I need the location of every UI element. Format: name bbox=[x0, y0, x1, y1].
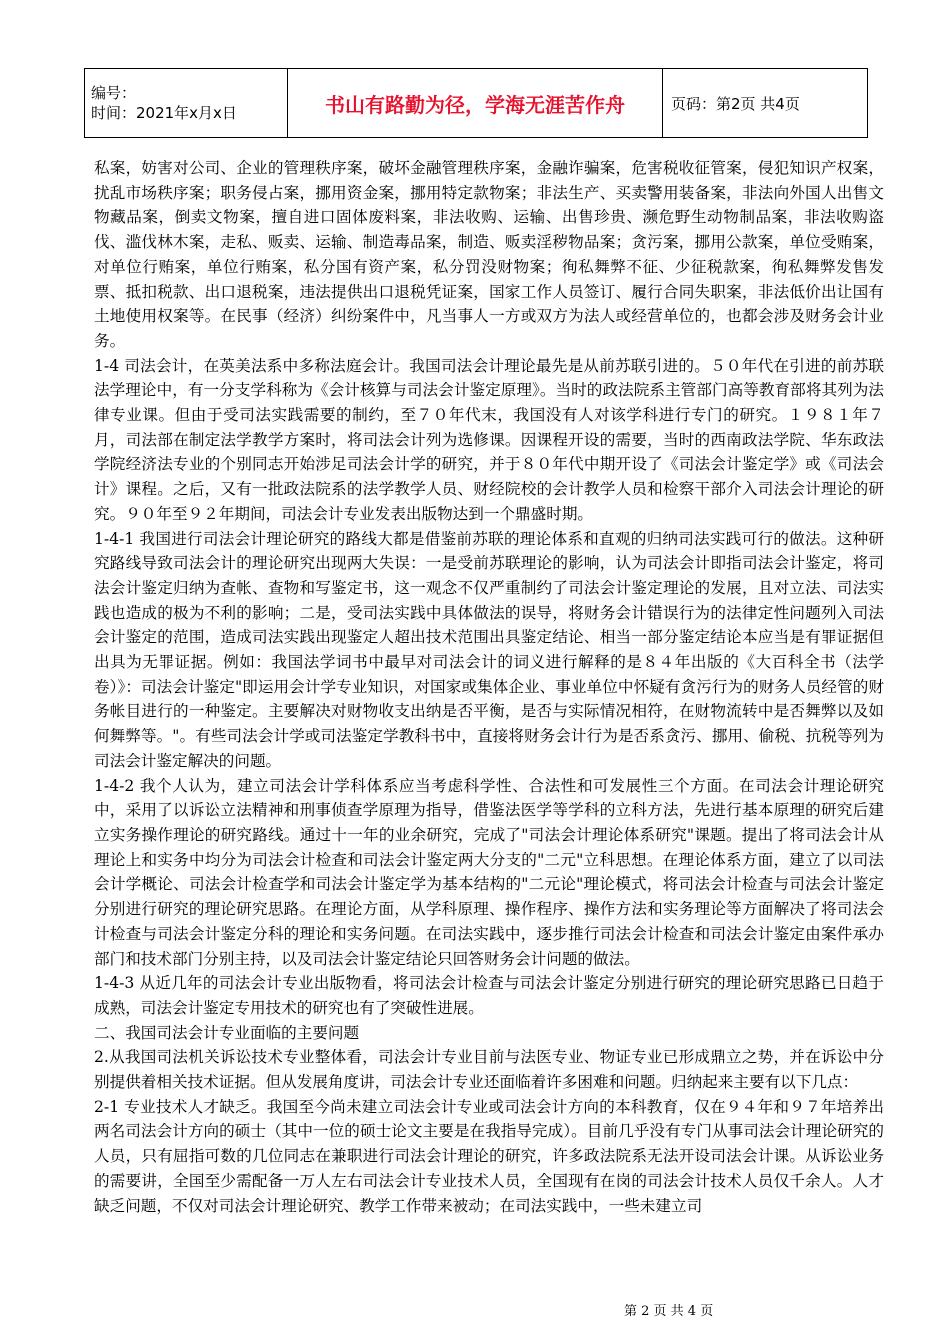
time-label: 时间：2021年x月x日 bbox=[91, 104, 237, 122]
header-meta-cell bbox=[85, 69, 288, 138]
paragraph: 1-4 司法会计，在英美法系中多称法庭会计。我国司法会计理论最先是从前苏联引进的。５０年代在引进的前苏联法学理论中，有一分支学科称为《会计核算与司法会计鉴定原理》。当时的政法院系主管部门高等教育部将其列为法律专业课。但由于受司法实践需要的制约，至７０年代末，我国没有人对该学科进行专门的研究。１９８１年７月，司法部在制定法学教学方案时，将司法会计列为选修课。因课程开设的需要，当时的西南政法学院、华东政法学院经济法专业的个别同志开始涉足司法会计学的研究，并于８０年代中期开设了《司法会计鉴定学》或《司法会计》课程。之后，又有一批政法院系的法学教学人员、财经院校的会计教学人员和检察干部介入司法会计理论的研究。９０年至９２年期间，司法会计专业发表出版物达到一个鼎盛时期。 bbox=[94, 356, 884, 523]
page-footer: 第 2 页 共 4 页 bbox=[624, 1304, 714, 1319]
document-body bbox=[94, 156, 884, 1218]
paragraph: 私案，妨害对公司、企业的管理秩序案，破坏金融管理秩序案，金融诈骗案，危害税收征管案，侵犯知识产权案，扰乱市场秩序案；职务侵占案，挪用资金案，挪用特定款物案；非法生产、买卖警用装备案，非法向外国人出售文物藏品案，倒卖文物案，擅自进口固体废料案，非法收购、运输、出售珍贵、濒危野生动物制品案，非法收购盗伐、滥伐林木案，走私、贩卖、运输、制造毒品案，制造、贩卖淫秽物品案；贪污案，挪用公款案，单位受贿案，对单位行贿案，单位行贿案，私分国有资产案，私分罚没财物案；徇私舞弊不征、少征税款案，徇私舞弊发售发票、抵扣税款、出口退税案，违法提供出口退税凭证案，国家工作人员签订、履行合同失职案，非法低价出让国有土地使用权案等。在民事（经济）纠纷案件中，凡当事人一方或双方为法人或经营单位的，也都会涉及财务会计业务。 bbox=[94, 159, 884, 350]
paragraph: 2-1 专业技术人才缺乏。我国至今尚未建立司法会计专业或司法会计方向的本科教育，仅在９４年和９７年培养出两名司法会计方向的硕士（其中一位的硕士论文主要是在我指导完成）。目前几乎没有专门从事司法会计理论研究的人员，只有屈指可数的几位同志在兼职进行司法会计理论的研究，许多政法院系无法开设司法会计课。从诉讼业务的需要讲，全国至少需配备一万人左右司法会计专业技术人员，全国现有在岗的司法会计技术人员仅千余人。人才缺乏问题，不仅对司法会计理论研究、教学工作带来被动；在司法实践中，一些未建立司 bbox=[94, 1097, 884, 1215]
paragraph: 1-4-1 我国进行司法会计理论研究的路线大都是借鉴前苏联的理论体系和直观的归纳司法实践可行的做法。这种研究路线导致司法会计的理论研究出现两大失误：一是受前苏联理论的影响，认为司法会计即指司法会计鉴定，将司法会计鉴定归纳为查帐、查物和写鉴定书，这一观念不仅严重制约了司法会计鉴定理论的发展，且对立法、司法实践也造成的极为不利的影响；二是，受司法实践中具体做法的误导，将财务会计错误行为的法律定性问题列入司法会计鉴定的范围，造成司法实践出现鉴定人超出技术范围出具鉴定结论、相当一部分鉴定结论本应当是有罪证据但出具为无罪证据。例如：我国法学词书中最早对司法会计的词义进行解释的是８４年出版的《大百科全书（法学卷）》：司法会计鉴定"即运用会计学专业知识，对国家或集体企业、事业单位中怀疑有贪污行为的财务人员经管的财务帐目进行的一种鉴定。主要解决对财物收支出纳是否平衡，是否与实际情况相符，在财物流转中是否舞弊以及如何舞弊等。"。有些司法会计学或司法鉴定学教科书中，直接将财务会计行为是否系贪污、挪用、偷税、抗税等列为司法会计鉴定解决的问题。 bbox=[94, 529, 884, 770]
paragraph: 2.从我国司法机关诉讼技术专业整体看，司法会计专业目前与法医专业、物证专业已形成鼎立之势，并在诉讼中分别提供着相关技术证据。但从发展角度讲，司法会计专业还面临着许多困难和问题。归纳起来主要有以下几点： bbox=[94, 1048, 884, 1092]
paragraph: 1-4-2 我个人认为，建立司法会计学科体系应当考虑科学性、合法性和可发展性三个方面。在司法会计理论研究中，采用了以诉讼立法精神和刑事侦查学原理为指导，借鉴法医学等学科的立科方法，先进行基本原理的研究后建立实务操作理论的研究路线。通过十一年的业余研究，完成了"司法会计理论体系研究"课题。提出了将司法会计从理论上和实务中均分为司法会计检查和司法会计鉴定两大分支的"二元"立科思想。在理论体系方面，建立了以司法会计学概论、司法会计检查学和司法会计鉴定学为基本结构的"二元论"理论模式，将司法会计检查与司法会计鉴定分别进行研究的理论研究思路。在理论方面，从学科原理、操作程序、操作方法和实务理论等方面解决了将司法会计检查与司法会计鉴定分科的理论和实务问题。在司法实践中，逐步推行司法会计检查和司法会计鉴定由案件承办部门和技术部门分别主持，以及司法会计鉴定结论只回答财务会计问题的做法。 bbox=[94, 776, 884, 968]
header-motto: 书山有路勤为径，学海无涯苦作舟 bbox=[288, 69, 663, 138]
header-page-label: 页码：第2页 共4页 bbox=[663, 69, 868, 138]
paragraph: 1-4-3 从近几年的司法会计专业出版物看，将司法会计检查与司法会计鉴定分别进行研究的理论研究思路已日趋于成熟，司法会计鉴定专用技术的研究也有了突破性进展。 bbox=[94, 974, 884, 1017]
section-heading: 二、我国司法会计专业面临的主要问题 bbox=[94, 1023, 360, 1042]
document-header bbox=[84, 68, 868, 138]
number-label: 编号： bbox=[91, 84, 137, 102]
